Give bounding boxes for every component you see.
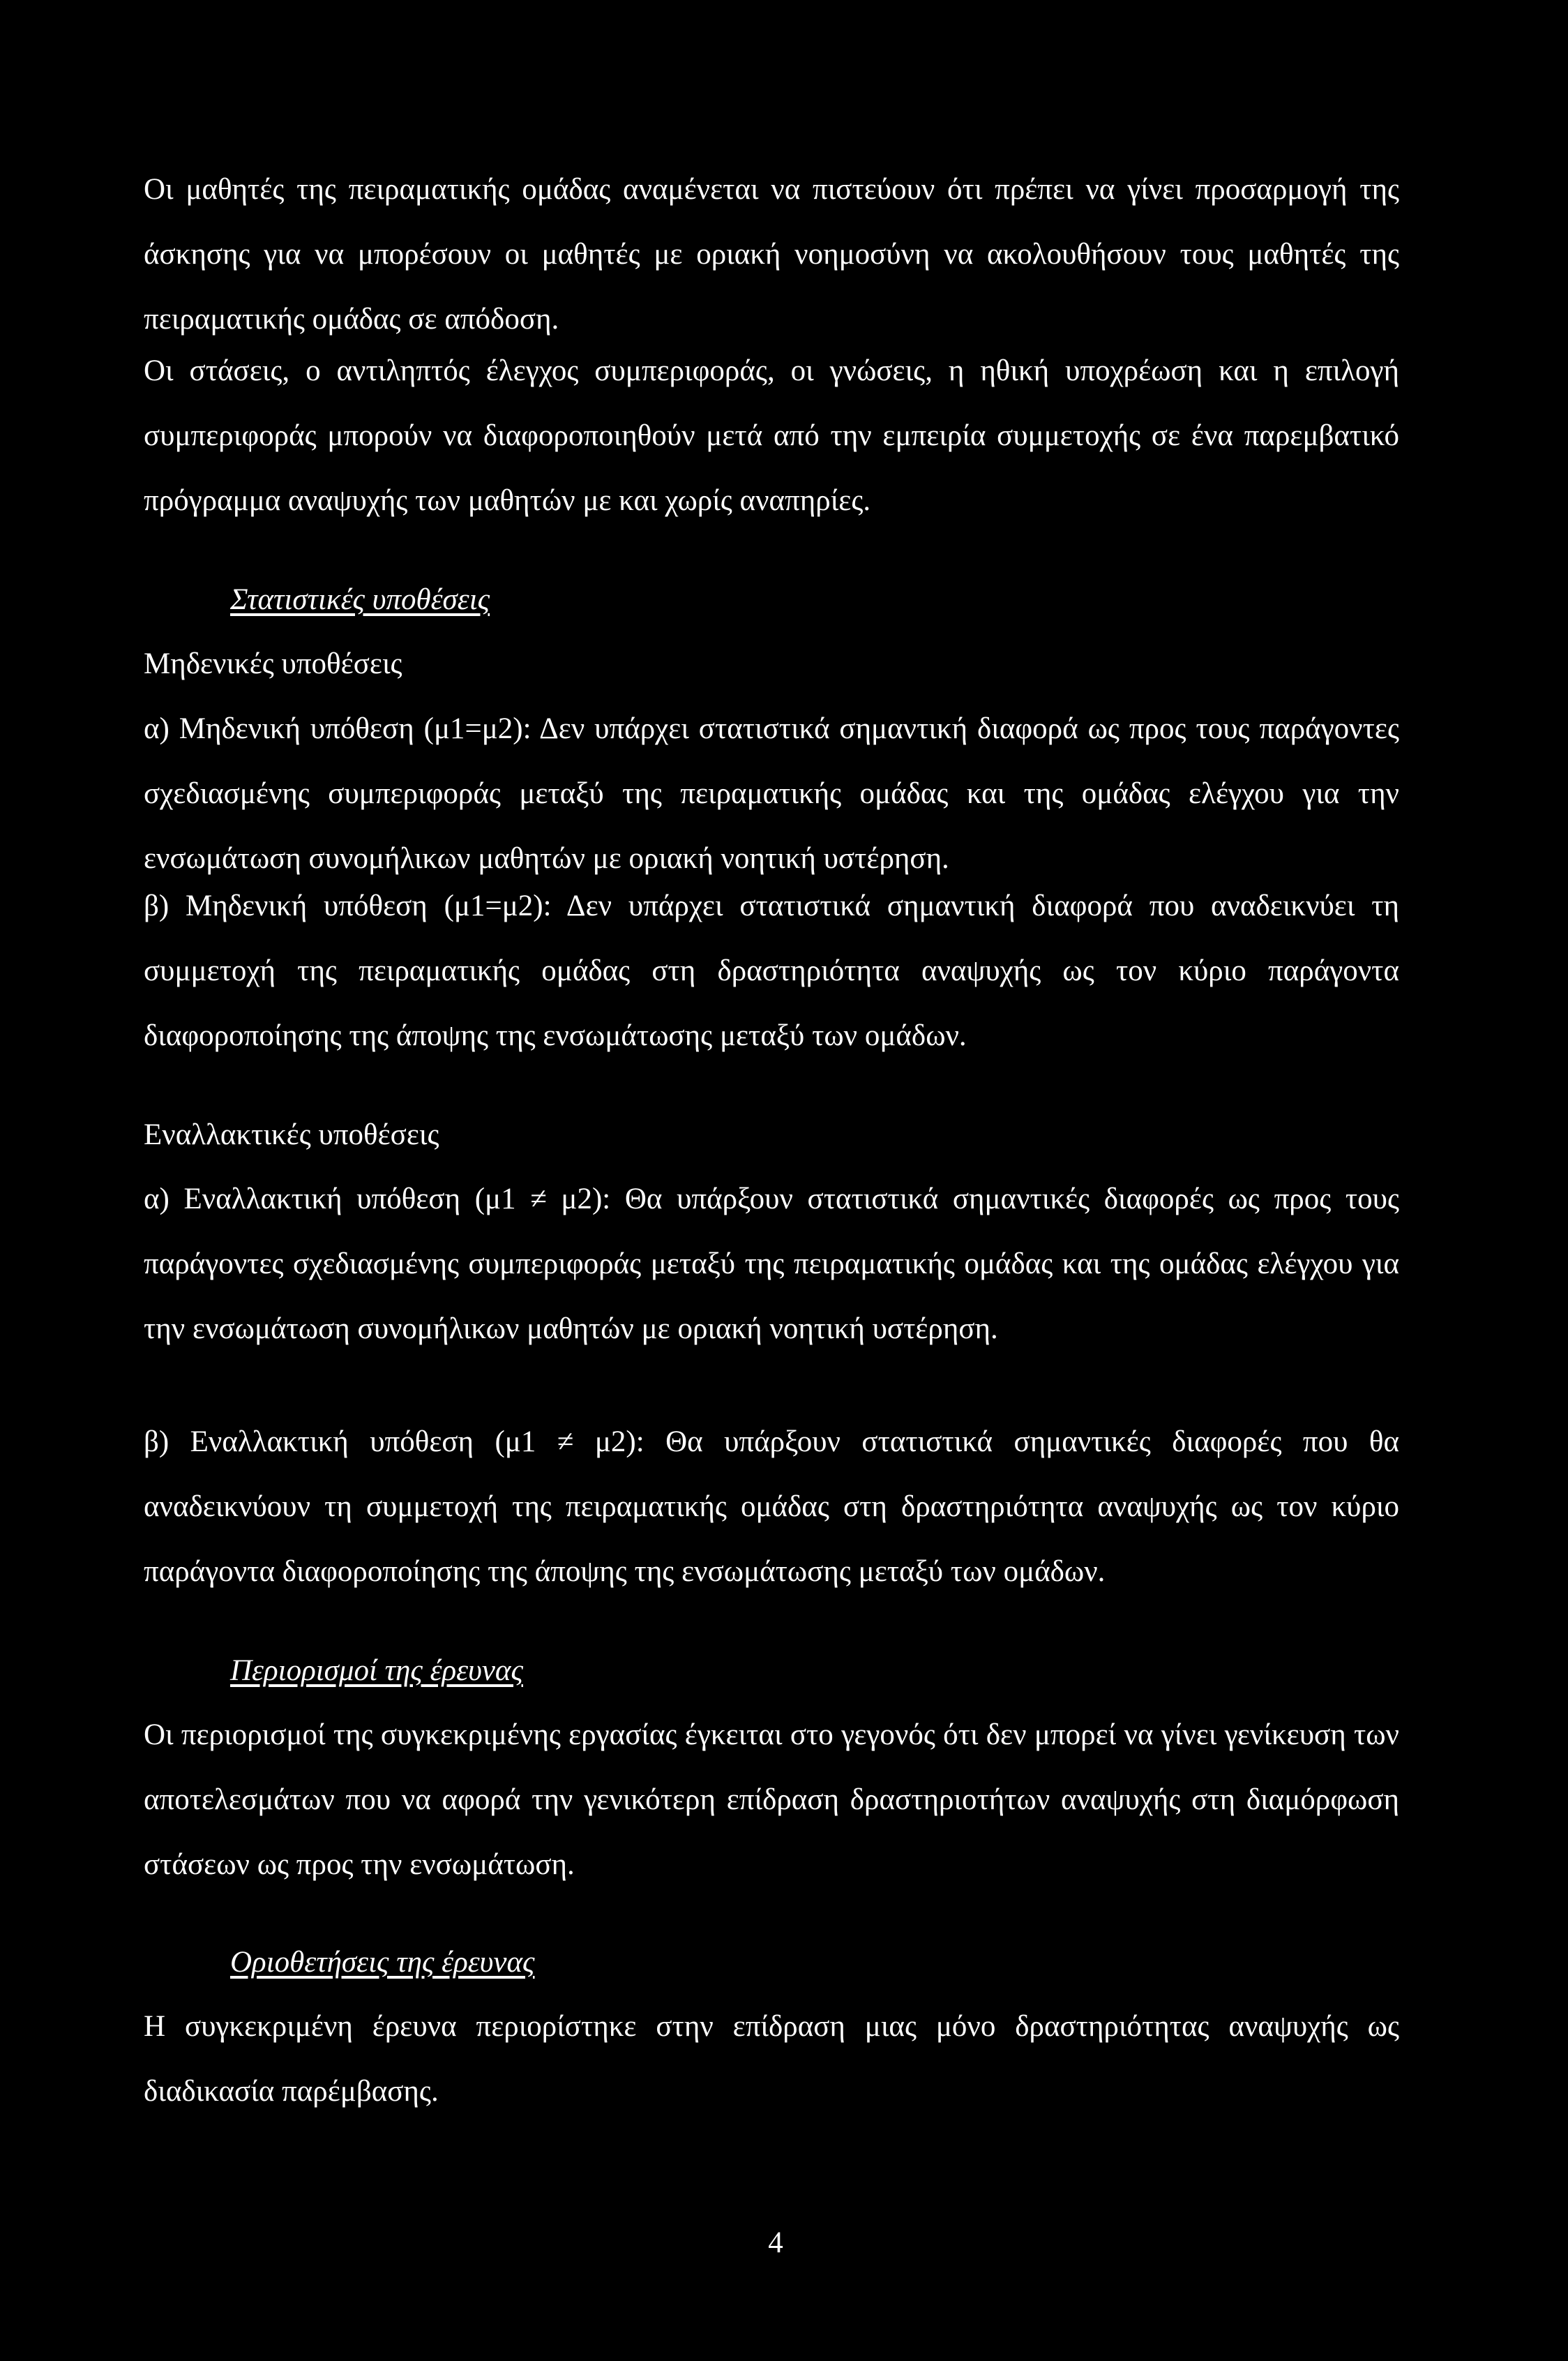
null-hypothesis-a: α) Μηδενική υπόθεση (μ1=μ2): Δεν υπάρχει στατιστικά σημαντική διαφορά ως προς τους παράγοντες σχεδιασμένης συμπεριφοράς μεταξύ της πειραματικής ομάδας και της ομάδας ελέγχου για την ενσωμάτωση συνομήλικων μαθητών με οριακή νοητική υστέρηση.: [144, 712, 1399, 875]
null-hypotheses-label: Μηδενικές υποθέσεις: [144, 647, 402, 680]
statistical-hypotheses-heading: Στατιστικές υποθέσεις: [230, 583, 490, 616]
alternative-hypotheses-label: Εναλλακτικές υποθέσεις: [144, 1118, 439, 1151]
limitations-heading: Περιορισμοί της έρευνας: [230, 1654, 523, 1687]
intro-paragraph-1: Οι μαθητές της πειραματικής ομάδας αναμένεται να πιστεύουν ότι πρέπει να γίνει προσαρμογή της άσκησης για να μπορέσουν οι μαθητές με οριακή νοημοσύνη να ακολουθήσουν τους μαθητές της πειραματικής ομάδας σε απόδοση.: [144, 173, 1399, 336]
alternative-hypothesis-a: α) Εναλλακτική υπόθεση (μ1 ≠ μ2): Θα υπάρξουν στατιστικά σημαντικές διαφορές ως προς τους παράγοντες σχεδιασμένης συμπεριφοράς μεταξύ της πειραματικής ομάδας και της ομάδας ελέγχου για την ενσωμάτωση συνομήλικων μαθητών με οριακή νοητική υστέρηση.: [144, 1183, 1399, 1345]
delimitations-paragraph: Η συγκεκριμένη έρευνα περιορίστηκε στην επίδραση μιας μόνο δραστηριότητας αναψυχής ως διαδικασία παρέμβασης.: [144, 2010, 1399, 2108]
delimitations-heading: Οριοθετήσεις της έρευνας: [230, 1946, 535, 1979]
page-number: 4: [768, 2226, 783, 2259]
alternative-hypothesis-b: β) Εναλλακτική υπόθεση (μ1 ≠ μ2): Θα υπάρξουν στατιστικά σημαντικές διαφορές που θα αναδεικνύουν τη συμμετοχή της πειραματικής ομάδας στη δραστηριότητα αναψυχής ως τον κύριο παράγοντα διαφοροποίησης της άποψης της ενσωμάτωσης μεταξύ των ομάδων.: [144, 1425, 1399, 1588]
intro-paragraph-2: Οι στάσεις, ο αντιληπτός έλεγχος συμπεριφοράς, οι γνώσεις, η ηθική υποχρέωση και η επιλογή συμπεριφοράς μπορούν να διαφοροποιηθούν μετά από την εμπειρία συμμετοχής σε ένα παρεμβατικό πρόγραμμα αναψυχής των μαθητών με και χωρίς αναπηρίες.: [144, 354, 1399, 517]
null-hypothesis-b: β) Μηδενική υπόθεση (μ1=μ2): Δεν υπάρχει στατιστικά σημαντική διαφορά που αναδεικνύει τη συμμετοχή της πειραματικής ομάδας στη δραστηριότητα αναψυχής ως τον κύριο παράγοντα διαφοροποίησης της άποψης της ενσωμάτωσης μεταξύ των ομάδων.: [144, 890, 1399, 1052]
limitations-paragraph: Οι περιορισμοί της συγκεκριμένης εργασίας έγκειται στο γεγονός ότι δεν μπορεί να γίνει γενίκευση των αποτελεσμάτων που να αφορά την γενικότερη επίδραση δραστηριοτήτων αναψυχής στη διαμόρφωση στάσεων ως προς την ενσωμάτωση.: [144, 1718, 1399, 1881]
